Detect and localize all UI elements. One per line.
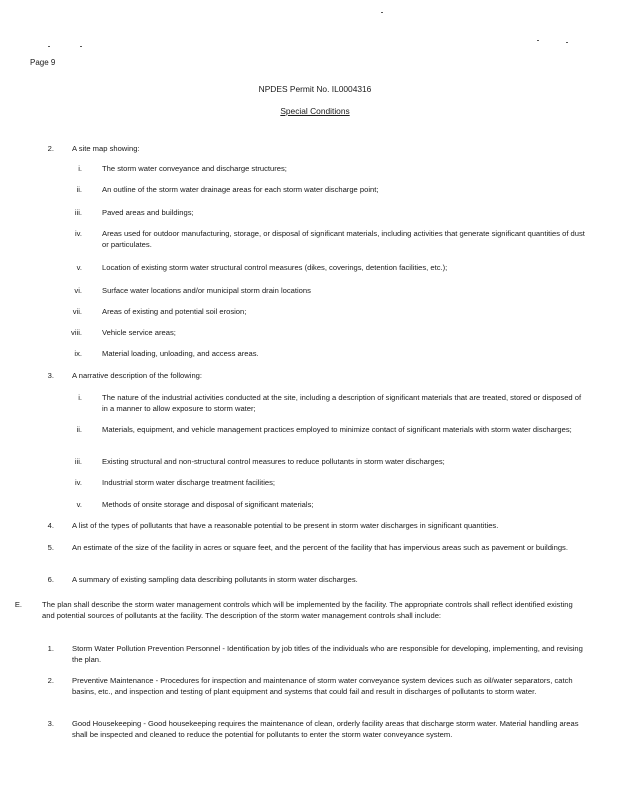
item-marker: i. (78, 393, 82, 402)
scan-speck (537, 40, 539, 41)
item-text: A list of the types of pollutants that have a reasonable potential to be present in storm water discharges in significant quantities. (72, 521, 499, 530)
item-marker: ii. (76, 185, 82, 194)
item-text: Industrial storm water discharge treatment facilities; (102, 478, 276, 487)
item-text: The nature of the industrial activities conducted at the site, including a description of significant materials that are treated, stored or disposed of in a manner to allow exposure to storm water; (102, 393, 582, 413)
item-text: Paved areas and buildings; (102, 208, 194, 217)
item-text: The storm water conveyance and discharge structures; (102, 164, 287, 173)
item-marker: iv. (74, 478, 82, 487)
item-text: The plan shall describe the storm water management controls which will be implemented by the facility. The appropriate controls shall reflect identified existing and potential sources of pollutants at the facility. The description of the storm water management controls shall include: (42, 600, 573, 620)
item-marker: vii. (72, 307, 82, 316)
item-marker: 2. (47, 676, 54, 685)
item-text: An outline of the storm water drainage areas for each storm water discharge point; (102, 185, 379, 194)
item-marker: 1. (47, 644, 54, 653)
scan-speck (381, 12, 383, 13)
scan-speck (566, 42, 568, 43)
item-text: An estimate of the size of the facility in acres or square feet, and the percent of the facility that has impervious areas such as pavement or buildings. (72, 543, 568, 552)
item-marker: ii. (76, 425, 82, 434)
item-marker: iii. (74, 457, 82, 466)
item-marker: 2. (47, 144, 54, 153)
item-marker: iii. (74, 208, 82, 217)
item-text: Vehicle service areas; (102, 328, 176, 337)
item-marker: 5. (47, 543, 54, 552)
scan-speck (48, 46, 50, 47)
scan-speck (80, 46, 82, 47)
item-text: Areas used for outdoor manufacturing, storage, or disposal of significant materials, including activities that generate significant quantities of dust or particulates. (102, 229, 585, 249)
item-marker: 4. (47, 521, 54, 530)
item-marker: v. (76, 500, 82, 509)
item-text: Material loading, unloading, and access areas. (102, 349, 259, 358)
item-text: Areas of existing and potential soil erosion; (102, 307, 247, 316)
item-text: Materials, equipment, and vehicle management practices employed to minimize contact of significant materials with storm water discharges; (102, 425, 572, 434)
item-text: A summary of existing sampling data describing pollutants in storm water discharges. (72, 575, 358, 584)
item-text: Location of existing storm water structural control measures (dikes, coverings, detention facilities, etc.); (102, 263, 448, 272)
item-text: Existing structural and non-structural control measures to reduce pollutants in storm water discharges; (102, 457, 445, 466)
item-text: Good Housekeeping - Good housekeeping requires the maintenance of clean, orderly facility areas that discharge storm water. Material handling areas shall be inspected and cleaned to reduce the potential for pollutants to enter the storm water conveyance system. (72, 719, 579, 739)
item-marker: 3. (47, 719, 54, 728)
item-text: Storm Water Pollution Prevention Personnel - Identification by job titles of the individuals who are responsible for developing, implementing, and revising the plan. (72, 644, 583, 664)
item-marker: ix. (74, 349, 82, 358)
item-marker: vi. (74, 286, 82, 295)
item-text: A site map showing: (72, 144, 140, 153)
permit-title: NPDES Permit No. IL0004316 (258, 84, 372, 94)
item-marker: v. (76, 263, 82, 272)
item-text: Surface water locations and/or municipal storm drain locations (102, 286, 311, 295)
item-marker: E. (14, 600, 22, 609)
section-title: Special Conditions (280, 106, 350, 116)
item-marker: iv. (74, 229, 82, 238)
item-marker: viii. (71, 328, 82, 337)
item-marker: 6. (47, 575, 54, 584)
item-text: Preventive Maintenance - Procedures for inspection and maintenance of storm water conveyance system devices such as oil/water separators, catch basins, etc., and inspection and testing of plant equipment and systems that could fail and result in discharges of pollutants to storm water. (72, 676, 573, 696)
item-text: Methods of onsite storage and disposal of significant materials; (102, 500, 314, 509)
item-marker: i. (78, 164, 82, 173)
page-number: Page 9 (30, 58, 56, 67)
item-marker: 3. (47, 371, 54, 380)
item-text: A narrative description of the following: (72, 371, 203, 380)
